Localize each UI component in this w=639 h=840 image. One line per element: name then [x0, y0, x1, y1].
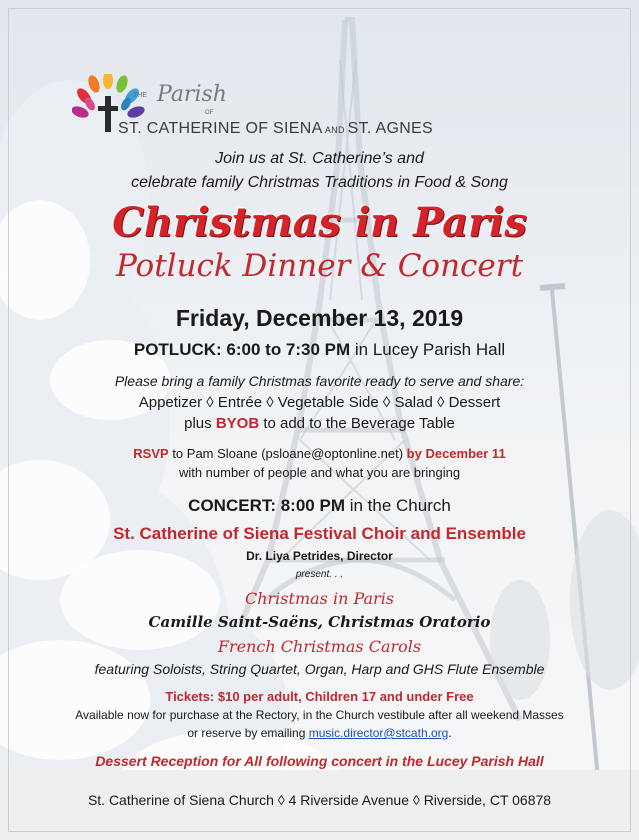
concert-location: in the Church — [344, 496, 451, 515]
tickets-line — [0, 689, 639, 704]
logo-of-text: OF — [205, 110, 214, 116]
parish-name-part2: ST. AGNES — [347, 120, 433, 137]
parish-name — [118, 120, 433, 138]
parish-name-part1: ST. CATHERINE OF SIENA — [118, 120, 323, 137]
tickets-price: $10 per adult, Children 17 and under Free — [214, 689, 474, 704]
event-title: Christmas in Paris — [112, 199, 527, 246]
rsvp-deadline: by December 11 — [406, 446, 506, 461]
footer-address: St. Catherine of Siena Church ◊ 4 Riverside Avenue ◊ Riverside, CT 06878 — [87, 792, 552, 808]
rsvp-label: RSVP — [133, 446, 169, 461]
potluck-courses: Appetizer ◊ Entrée ◊ Vegetable Side ◊ Salad ◊ Dessert — [138, 394, 501, 411]
piece-christmas-in-paris: Christmas in Paris — [244, 589, 395, 608]
logo-parish-text: Parish — [157, 82, 227, 107]
intro-line-2: celebrate family Christmas Traditions in Food & Song — [131, 174, 508, 191]
featuring-text: featuring Soloists, String Quartet, Organ, Harp and GHS Flute Ensemble — [94, 661, 545, 677]
tickets-reserve-text: or reserve by emailing — [187, 726, 309, 740]
tickets-label: Tickets: — [165, 689, 215, 704]
logo-the-text: THE — [133, 92, 147, 99]
concert-label: CONCERT: 8:00 PM — [188, 496, 345, 515]
director-name: Dr. Liya Petrides, Director — [246, 549, 393, 563]
email-link[interactable]: music.director@stcath.org — [308, 726, 449, 740]
intro-line-1: Join us at St. Catherine’s and — [215, 150, 424, 167]
rsvp-text: to Pam Sloane (psloane@optonline.net) — [168, 446, 407, 461]
byob-plus: plus — [184, 415, 216, 432]
event-subtitle: Potluck Dinner & Concert — [115, 248, 524, 284]
byob-line — [0, 415, 639, 432]
concert-line — [0, 496, 639, 516]
potluck-location: in Lucey Parish Hall — [350, 340, 506, 359]
piece-oratorio: Camille Saint-Saëns, Christmas Oratorio — [148, 613, 491, 631]
present-text: present. . . — [295, 569, 344, 580]
rsvp-line — [0, 446, 639, 461]
parish-name-and: AND — [324, 125, 345, 135]
potluck-line — [0, 340, 639, 360]
potluck-label: POTLUCK: 6:00 to 7:30 PM — [133, 340, 351, 359]
dessert-reception: Dessert Reception for All following concert in the Lucey Parish Hall — [95, 753, 544, 769]
piece-french-carols: French Christmas Carols — [217, 637, 422, 656]
tickets-availability: Available now for purchase at the Rectory, in the Church vestibule after all weekend Masses — [75, 708, 564, 722]
event-date: Friday, December 13, 2019 — [175, 305, 464, 331]
potluck-bring: Please bring a family Christmas favorite ready to serve and share: — [114, 373, 525, 389]
byob-rest: to add to the Beverage Table — [259, 415, 455, 432]
rsvp-line-2: with number of people and what you are bringing — [178, 465, 461, 480]
byob-label: BYOB — [215, 415, 260, 432]
tickets-reserve — [0, 726, 639, 740]
ensemble-name: St. Catherine of Siena Festival Choir and Ensemble — [113, 524, 526, 543]
tickets-reserve-end: . — [448, 726, 452, 740]
